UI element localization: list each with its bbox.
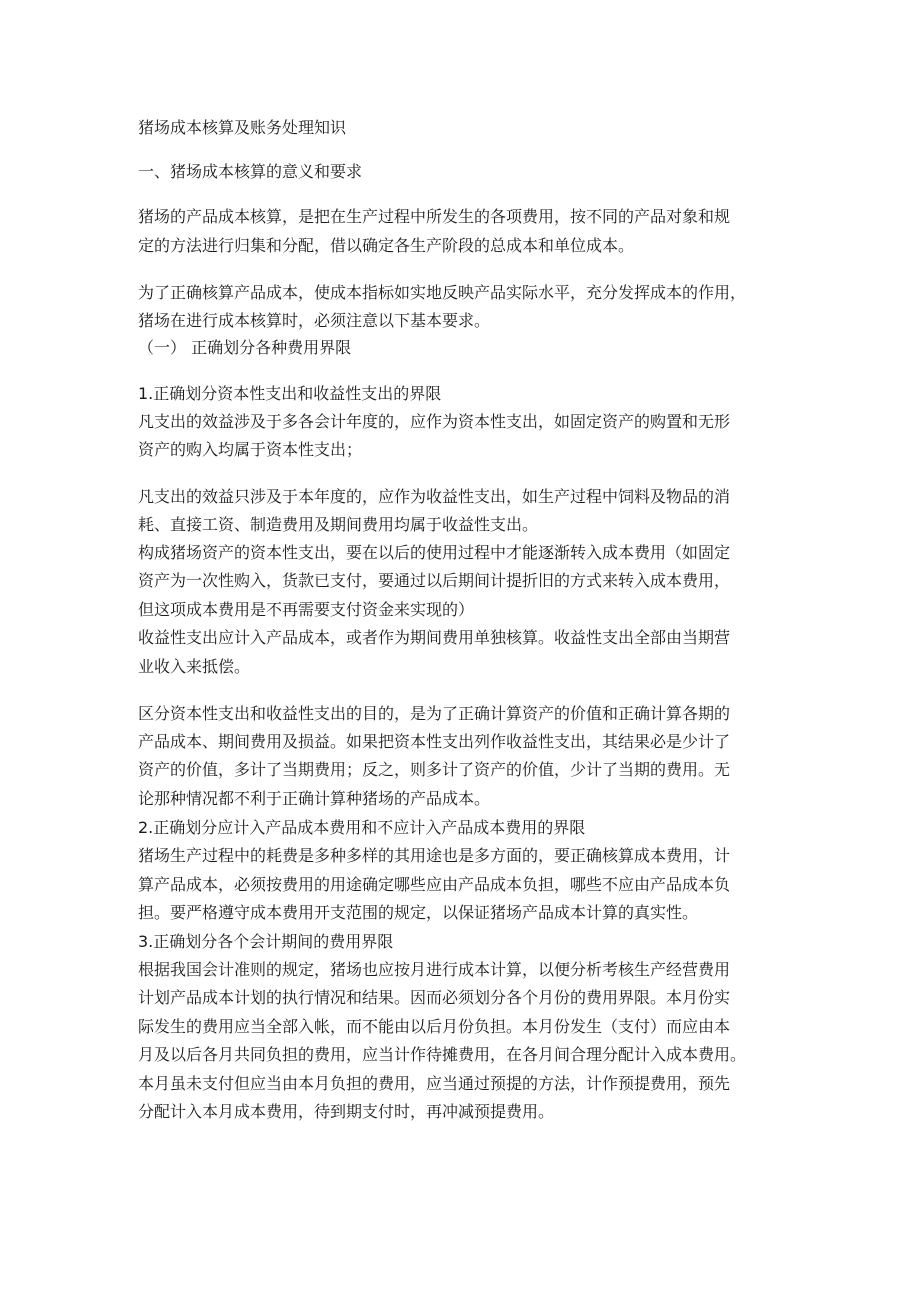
paragraph-line: 为了正确核算产品成本，使成本指标如实地反映产品实际水平，充分发挥成本的作用， [138, 283, 747, 302]
paragraph-line: 凡支出的效益只涉及于本年度的，应作为收益性支出，如生产过程中饲料及物品的消 [138, 487, 731, 506]
paragraph-line: 凡支出的效益涉及于多各会计年度的，应作为资本性支出，如固定资产的购置和无形 [138, 412, 731, 431]
item-heading: 2.正确划分应计入产品成本费用和不应计入产品成本费用的界限 [138, 818, 586, 837]
paragraph-line: 猪场的产品成本核算，是把在生产过程中所发生的各项费用，按不同的产品对象和规 [138, 207, 731, 226]
subsection-heading: （一） 正确划分各种费用界限 [138, 338, 352, 357]
paragraph-line: 构成猪场资产的资本性支出，要在以后的使用过程中才能逐渐转入成本费用（如固定 [138, 543, 731, 562]
paragraph-line: 资产为一次性购入，货款已支付，要通过以后期间计提折旧的方式来转入成本费用， [138, 571, 731, 590]
paragraph-line: 算产品成本，必须按费用的用途确定哪些应由产品成本负担，哪些不应由产品成本负 [138, 875, 731, 894]
paragraph-line: 耗、直接工资、制造费用及期间费用均属于收益性支出。 [138, 515, 539, 534]
paragraph-line: 猪场生产过程中的耗费是多种多样的其用途也是多方面的，要正确核算成本费用，计 [138, 846, 731, 865]
paragraph-line: 本月虽未支付但应当由本月负担的费用，应当通过预提的方法，计作预提费用，预先 [138, 1074, 731, 1093]
paragraph-line: 月及以后各月共同负担的费用，应当计作待摊费用，在各月间合理分配计入成本费用。 [138, 1045, 747, 1064]
paragraph-line: 资产的购入均属于资本性支出； [138, 440, 363, 459]
section-heading: 一、猪场成本核算的意义和要求 [138, 162, 363, 181]
document-title: 猪场成本核算及账务处理知识 [138, 118, 347, 137]
paragraph-line: 猪场在进行成本核算时，必须注意以下基本要求。 [138, 311, 491, 330]
paragraph-line: 根据我国会计准则的规定，猪场也应按月进行成本计算，以便分析考核生产经营费用 [138, 960, 731, 979]
paragraph-line: 分配计入本月成本费用，待到期支付时，再冲减预提费用。 [138, 1102, 555, 1121]
paragraph-line: 业收入来抵偿。 [138, 657, 251, 676]
paragraph-line: 产品成本、期间费用及损益。如果把资本性支出列作收益性支出，其结果必是少计了 [138, 732, 731, 751]
paragraph-line: 论那种情况都不利于正确计算种猪场的产品成本。 [138, 789, 491, 808]
paragraph-line: 际发生的费用应当全部入帐，而不能由以后月份负担。本月份发生（支付）而应由本 [138, 1017, 731, 1036]
item-heading: 3.正确划分各个会计期间的费用界限 [138, 932, 394, 951]
paragraph-line: 定的方法进行归集和分配，借以确定各生产阶段的总成本和单位成本。 [138, 236, 635, 255]
paragraph-line: 区分资本性支出和收益性支出的目的，是为了正确计算资产的价值和正确计算各期的 [138, 704, 731, 723]
paragraph-line: 收益性支出应计入产品成本，或者作为期间费用单独核算。收益性支出全部由当期营 [138, 628, 731, 647]
item-heading: 1.正确划分资本性支出和收益性支出的界限 [138, 384, 442, 403]
paragraph-line: 资产的价值，多计了当期费用；反之，则多计了资产的价值，少计了当期的费用。无 [138, 760, 731, 779]
paragraph-line: 计划产品成本计划的执行情况和结果。因而必须划分各个月份的费用界限。本月份实 [138, 988, 731, 1007]
paragraph-line: 担。要严格遵守成本费用开支范围的规定，以保证猪场产品成本计算的真实性。 [138, 903, 699, 922]
paragraph-line: 但这项成本费用是不再需要支付资金来实现的） [138, 600, 475, 619]
